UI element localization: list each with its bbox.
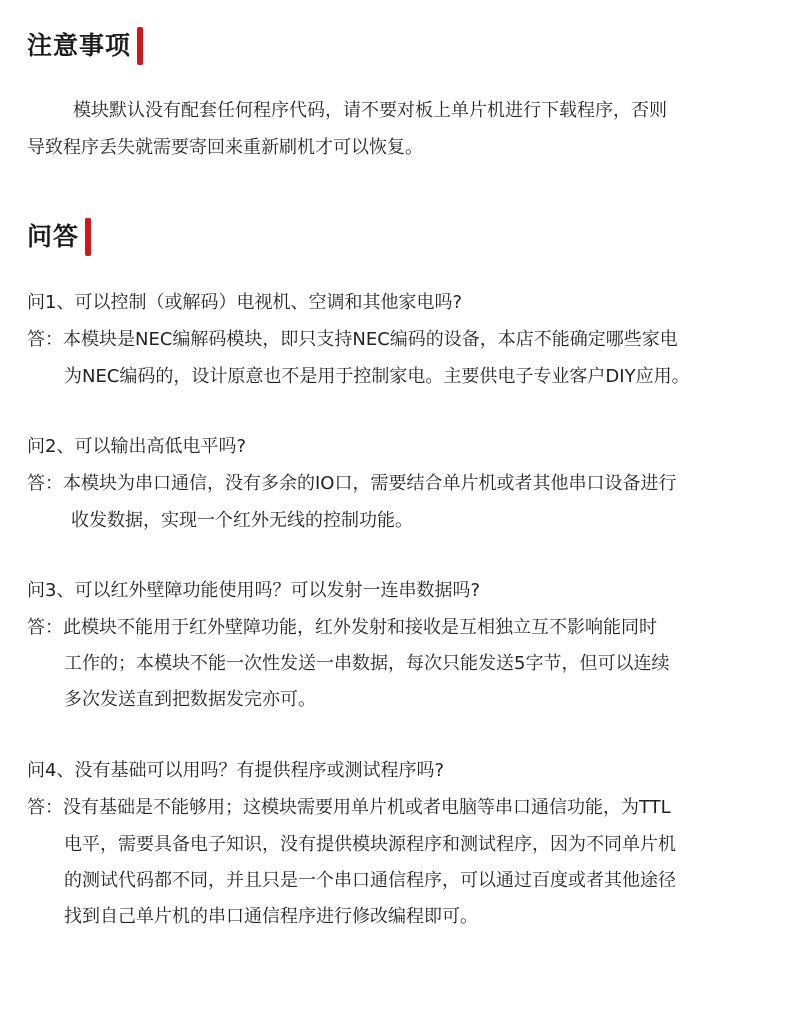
qa-heading [27,217,91,257]
question-4: 问4、没有基础可以用吗？有提供程序或测试程序吗? [27,760,445,781]
answer-3-line-1: 答：此模块不能用于红外壁障功能，红外发射和接收是互相独立互不影响能同时 [27,617,657,638]
heading-accent-bar [85,218,91,256]
heading-accent-bar [137,27,143,65]
answer-3-line-2: 工作的；本模块不能一次性发送一串数据，每次只能发送5字节，但可以连续 [64,653,670,674]
qa-heading-text: 问答 [27,222,80,251]
answer-1-line-1: 答：本模块是NEC编解码模块，即只支持NEC编码的设备，本店不能确定哪些家电 [27,329,678,350]
notice-line-1: 模块默认没有配套任何程序代码，请不要对板上单片机进行下载程序，否则 [73,100,667,121]
question-3: 问3、可以红外壁障功能使用吗？可以发射一连串数据吗? [27,580,481,601]
answer-4-line-3: 的测试代码都不同，并且只是一个串口通信程序，可以通过百度或者其他途径 [64,870,676,891]
answer-2-line-2: 收发数据，实现一个红外无线的控制功能。 [71,510,413,531]
question-1: 问1、可以控制（或解码）电视机、空调和其他家电吗? [27,292,463,313]
question-2: 问2、可以输出高低电平吗? [27,436,247,457]
answer-4-line-4: 找到自己单片机的串口通信程序进行修改编程即可。 [64,906,478,927]
notice-line-2: 导致程序丢失就需要寄回来重新刷机才可以恢复。 [27,137,423,158]
notice-heading-text: 注意事项 [27,31,132,60]
answer-4-line-1: 答：没有基础是不能够用；这模块需要用单片机或者电脑等串口通信功能，为TTL [27,797,671,818]
answer-1-line-2: 为NEC编码的，设计原意也不是用于控制家电。主要供电子专业客户DIY应用。 [64,366,690,387]
answer-3-line-3: 多次发送直到把数据发完亦可。 [64,689,316,710]
notice-heading [27,26,143,66]
answer-4-line-2: 电平，需要具备电子知识，没有提供模块源程序和测试程序，因为不同单片机 [64,834,676,855]
answer-2-line-1: 答：本模块为串口通信，没有多余的IO口，需要结合单片机或者其他串口设备进行 [27,473,677,494]
